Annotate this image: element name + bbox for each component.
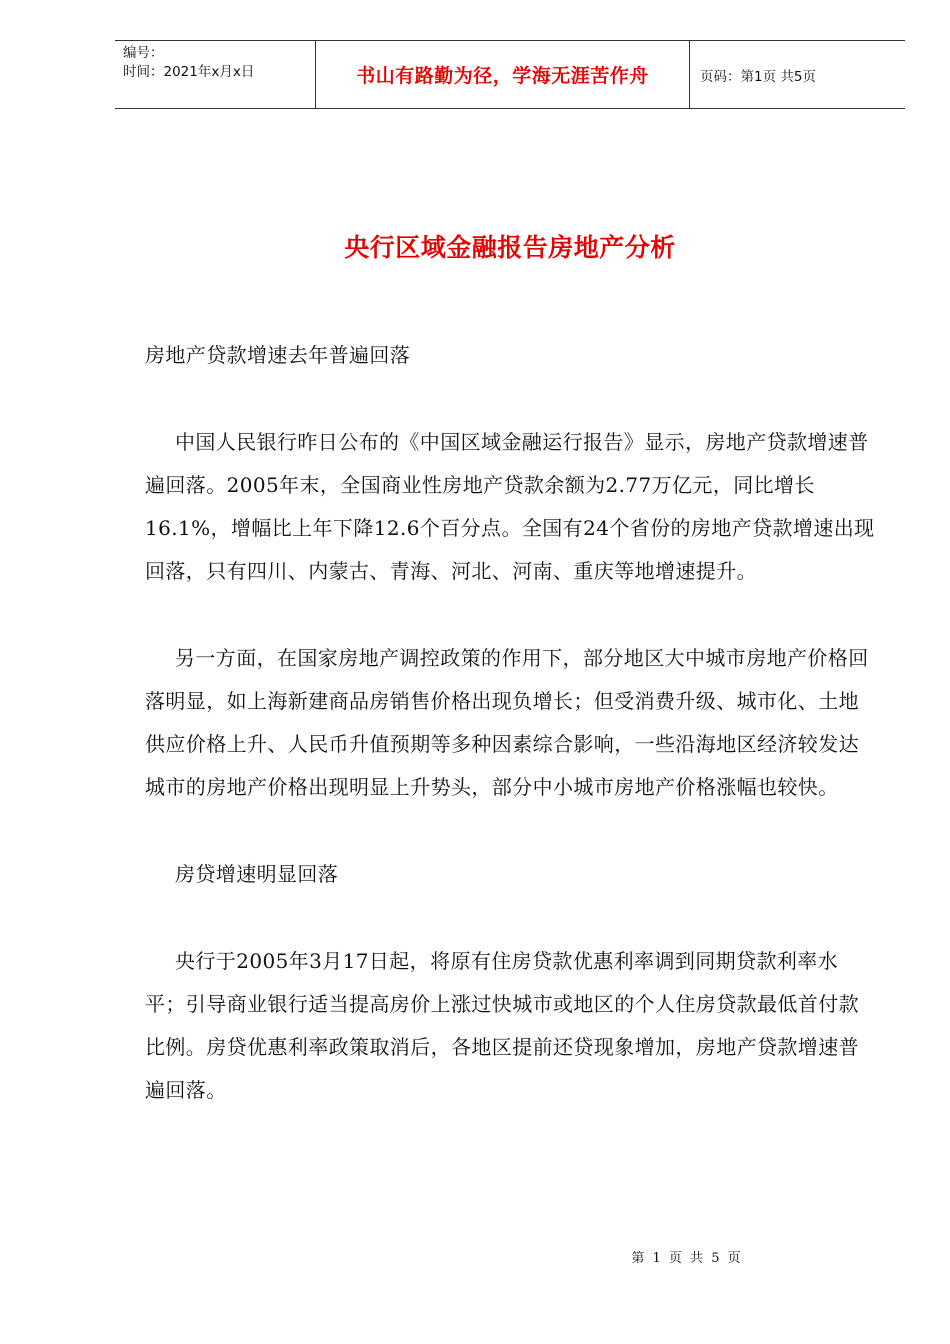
header-meta [115,41,316,108]
document-body [145,334,875,1156]
paragraph: 央行于2005年3月17日起，将原有住房贷款优惠利率调到同期贷款利率水平；引导商业银行适当提高房价上涨过快城市或地区的个人住房贷款最低首付款比例。房贷优惠利率政策取消后，各地区提前还贷现象增加，房地产贷款增速普遍回落。 [145,949,859,1102]
paragraph: 中国人民银行昨日公布的《中国区域金融运行报告》显示，房地产贷款增速普遍回落。2005年末，全国商业性房地产贷款余额为2.77万亿元，同比增长16.1%，增幅比上年下降12.6个百分点。全国有24个省份的房地产贷款增速出现回落，只有四川、内蒙古、青海、河北、河南、重庆等地增速提升。 [145,430,875,583]
section-heading: 房地产贷款增速去年普遍回落 [145,343,411,367]
paragraph: 另一方面，在国家房地产调控政策的作用下，部分地区大中城市房地产价格回落明显，如上海新建商品房销售价格出现负增长；但受消费升级、城市化、土地供应价格上升、人民币升值预期等多种因素综合影响，一些沿海地区经济较发达城市的房地产价格出现明显上升势头，部分中小城市房地产价格涨幅也较快。 [145,646,869,799]
header-page-info: 页码：第1页 共5页 [700,68,816,85]
number-label: 编号： [123,45,164,61]
time-label: 时间：2021年x月x日 [123,64,255,80]
header-motto: 书山有路勤为径，学海无涯苦作舟 [316,41,690,108]
document-title: 央行区域金融报告房地产分析 [344,233,676,262]
section-subheading: 房贷增速明显回落 [175,862,339,886]
page-footer: 第 1 页 共 5 页 [631,1251,743,1266]
document-header [115,40,905,109]
